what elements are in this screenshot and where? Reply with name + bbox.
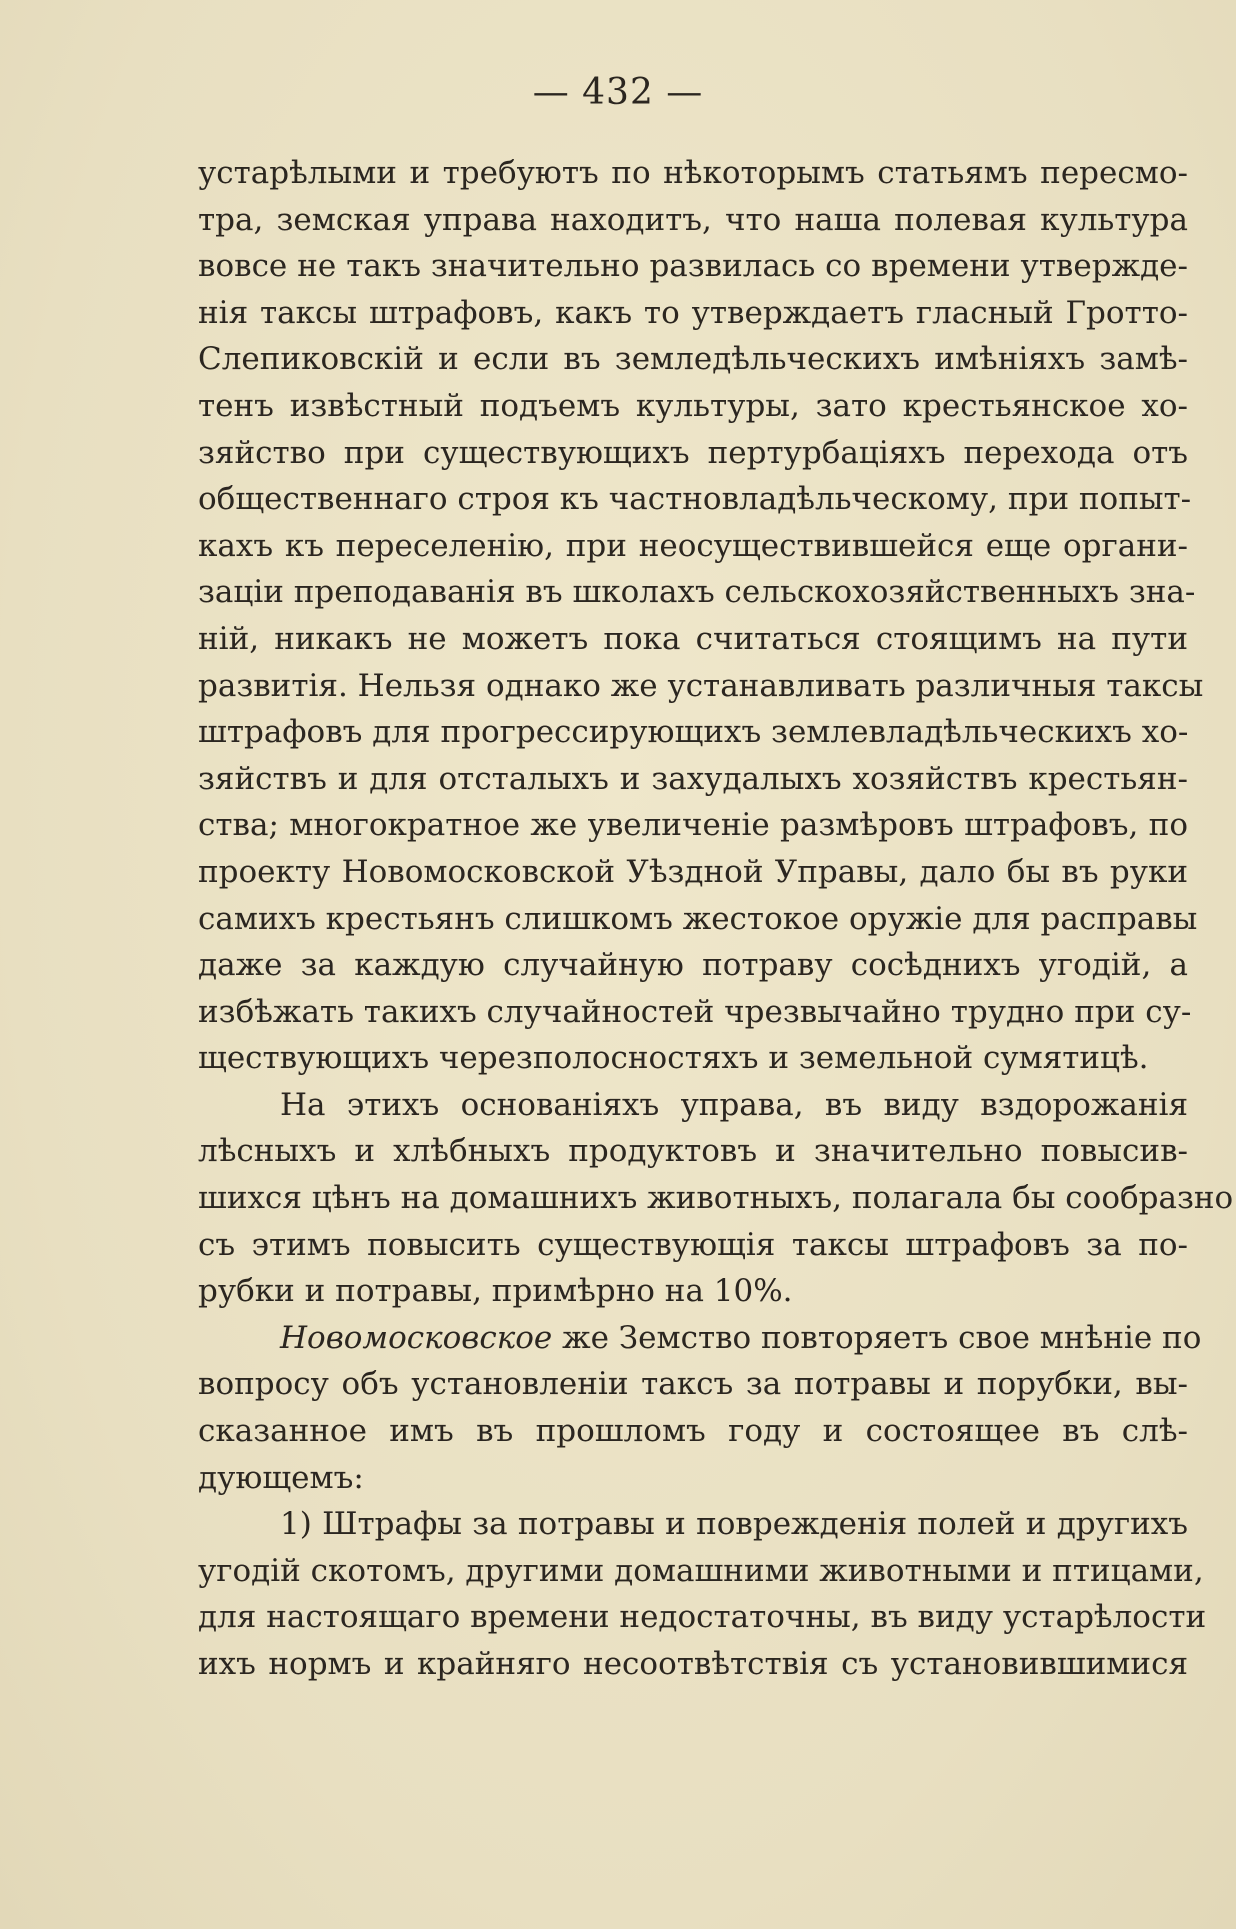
text-line-content: зяйство при существующихъ пертурбаціяхъ перехода отъ xyxy=(198,434,1188,471)
text-line xyxy=(198,290,1188,337)
text-line-content: угодій скотомъ, другими домашними животными и птицами, xyxy=(198,1552,1204,1589)
text-line xyxy=(198,756,1188,803)
text-line-content: избѣжать такихъ случайностей чрезвычайно трудно при су- xyxy=(198,993,1192,1030)
text-line xyxy=(198,1548,1204,1595)
text-line xyxy=(198,197,1188,244)
text-line xyxy=(198,1222,1188,1269)
text-line-content: лѣсныхъ и хлѣбныхъ продуктовъ и значительно повысив- xyxy=(198,1133,1188,1170)
text-line-content: штрафовъ для прогрессирующихъ землевладѣльческихъ хо- xyxy=(198,714,1189,751)
text-line xyxy=(198,942,1188,989)
text-line-content: ній, никакъ не можетъ пока считаться стоящимъ на пути xyxy=(198,620,1188,657)
text-line-content: зяйствъ и для отсталыхъ и захудалыхъ хозяйствъ крестьян- xyxy=(198,760,1188,797)
text-line-content: самихъ крестьянъ слишкомъ жестокое оружіе для расправы xyxy=(198,900,1198,937)
text-line-content: для настоящаго времени недостаточны, въ виду устарѣлости xyxy=(198,1599,1207,1636)
text-line-content: вовсе не такъ значительно развилась со времени утвержде- xyxy=(198,248,1188,285)
text-line-content: сказанное имъ въ прошломъ году и состоящее въ слѣ- xyxy=(198,1413,1188,1450)
text-line xyxy=(198,1455,1188,1502)
text-line xyxy=(198,1594,1207,1641)
text-line-content: кахъ къ переселенію, при неосуществившейся еще органи- xyxy=(198,527,1188,564)
text-line-content: устарѣлыми и требуютъ по нѣкоторымъ статьямъ пересмо- xyxy=(198,155,1188,191)
text-line xyxy=(198,523,1188,570)
text-line-content: Слепиковскій и если въ земледѣльческихъ имѣніяхъ замѣ- xyxy=(198,341,1188,378)
text-line xyxy=(198,1175,1234,1222)
text-line-content: даже за каждую случайную потраву сосѣднихъ угодій, а xyxy=(198,947,1188,984)
text-line xyxy=(198,243,1188,290)
text-line xyxy=(198,476,1192,523)
text-line xyxy=(198,1408,1188,1455)
text-line xyxy=(198,1082,1188,1129)
text-line-content: нія таксы штрафовъ, какъ то утверждаетъ гласный Гротто- xyxy=(198,294,1188,331)
text-line-content: 1) Штрафы за потравы и поврежденія полей и другихъ xyxy=(280,1506,1188,1543)
text-line-content: же Земство повторяетъ свое мнѣніе по xyxy=(552,1319,1202,1356)
text-line xyxy=(198,1641,1188,1688)
text-line xyxy=(198,336,1188,383)
text-line-content: заціи преподаванія въ школахъ сельскохозяйственныхъ зна- xyxy=(198,574,1196,611)
text-line-content: тра, земская управа находитъ, что наша полевая культура xyxy=(198,201,1188,238)
text-line-content: проекту Новомосковской Уѣздной Управы, дало бы въ руки xyxy=(198,853,1188,890)
text-line xyxy=(198,849,1188,896)
text-line xyxy=(198,709,1188,756)
text-line-content: ства; многократное же увеличеніе размѣровъ штрафовъ, по xyxy=(198,807,1188,844)
text-line-content: рубки и потравы, примѣрно на 10%. xyxy=(198,1273,793,1310)
text-line-content: развитія. Нельзя однако же устанавливать различныя таксы xyxy=(198,667,1204,704)
text-line xyxy=(198,569,1196,616)
text-line xyxy=(198,896,1198,943)
text-line xyxy=(198,663,1204,710)
text-line xyxy=(198,616,1188,663)
text-line xyxy=(198,430,1188,477)
text-line xyxy=(198,1315,1202,1362)
text-line xyxy=(198,1268,1188,1315)
text-line xyxy=(198,1361,1188,1408)
text-line-content: тенъ извѣстный подъемъ культуры, зато крестьянское хо- xyxy=(198,387,1188,424)
body-text xyxy=(198,150,1234,1688)
page-number: — 432 — xyxy=(532,72,704,113)
text-line-content: общественнаго строя къ частновладѣльческому, при попыт- xyxy=(198,481,1192,518)
text-line xyxy=(198,989,1192,1036)
text-line-content: съ этимъ повысить существующія таксы штрафовъ за по- xyxy=(198,1226,1188,1263)
text-line xyxy=(198,383,1188,430)
text-line-content: ществующихъ черезполосностяхъ и земельной сумятицѣ. xyxy=(198,1040,1149,1077)
text-line-content: дующемъ: xyxy=(198,1459,364,1496)
text-line-content: шихся цѣнъ на домашнихъ животныхъ, полагала бы сообразно xyxy=(198,1180,1234,1217)
text-line xyxy=(198,1128,1188,1175)
italic-name: Новомосковское xyxy=(280,1319,553,1356)
text-line-content: На этихъ основаніяхъ управа, въ виду вздорожанія xyxy=(280,1086,1188,1123)
text-line xyxy=(198,802,1188,849)
text-line-content: вопросу объ установленіи таксъ за потравы и порубки, вы- xyxy=(198,1366,1188,1403)
text-line xyxy=(198,1035,1188,1082)
text-line xyxy=(198,150,1188,197)
text-line-content: ихъ нормъ и крайняго несоотвѣтствія съ установившимися xyxy=(198,1646,1188,1682)
text-line xyxy=(198,1501,1188,1548)
